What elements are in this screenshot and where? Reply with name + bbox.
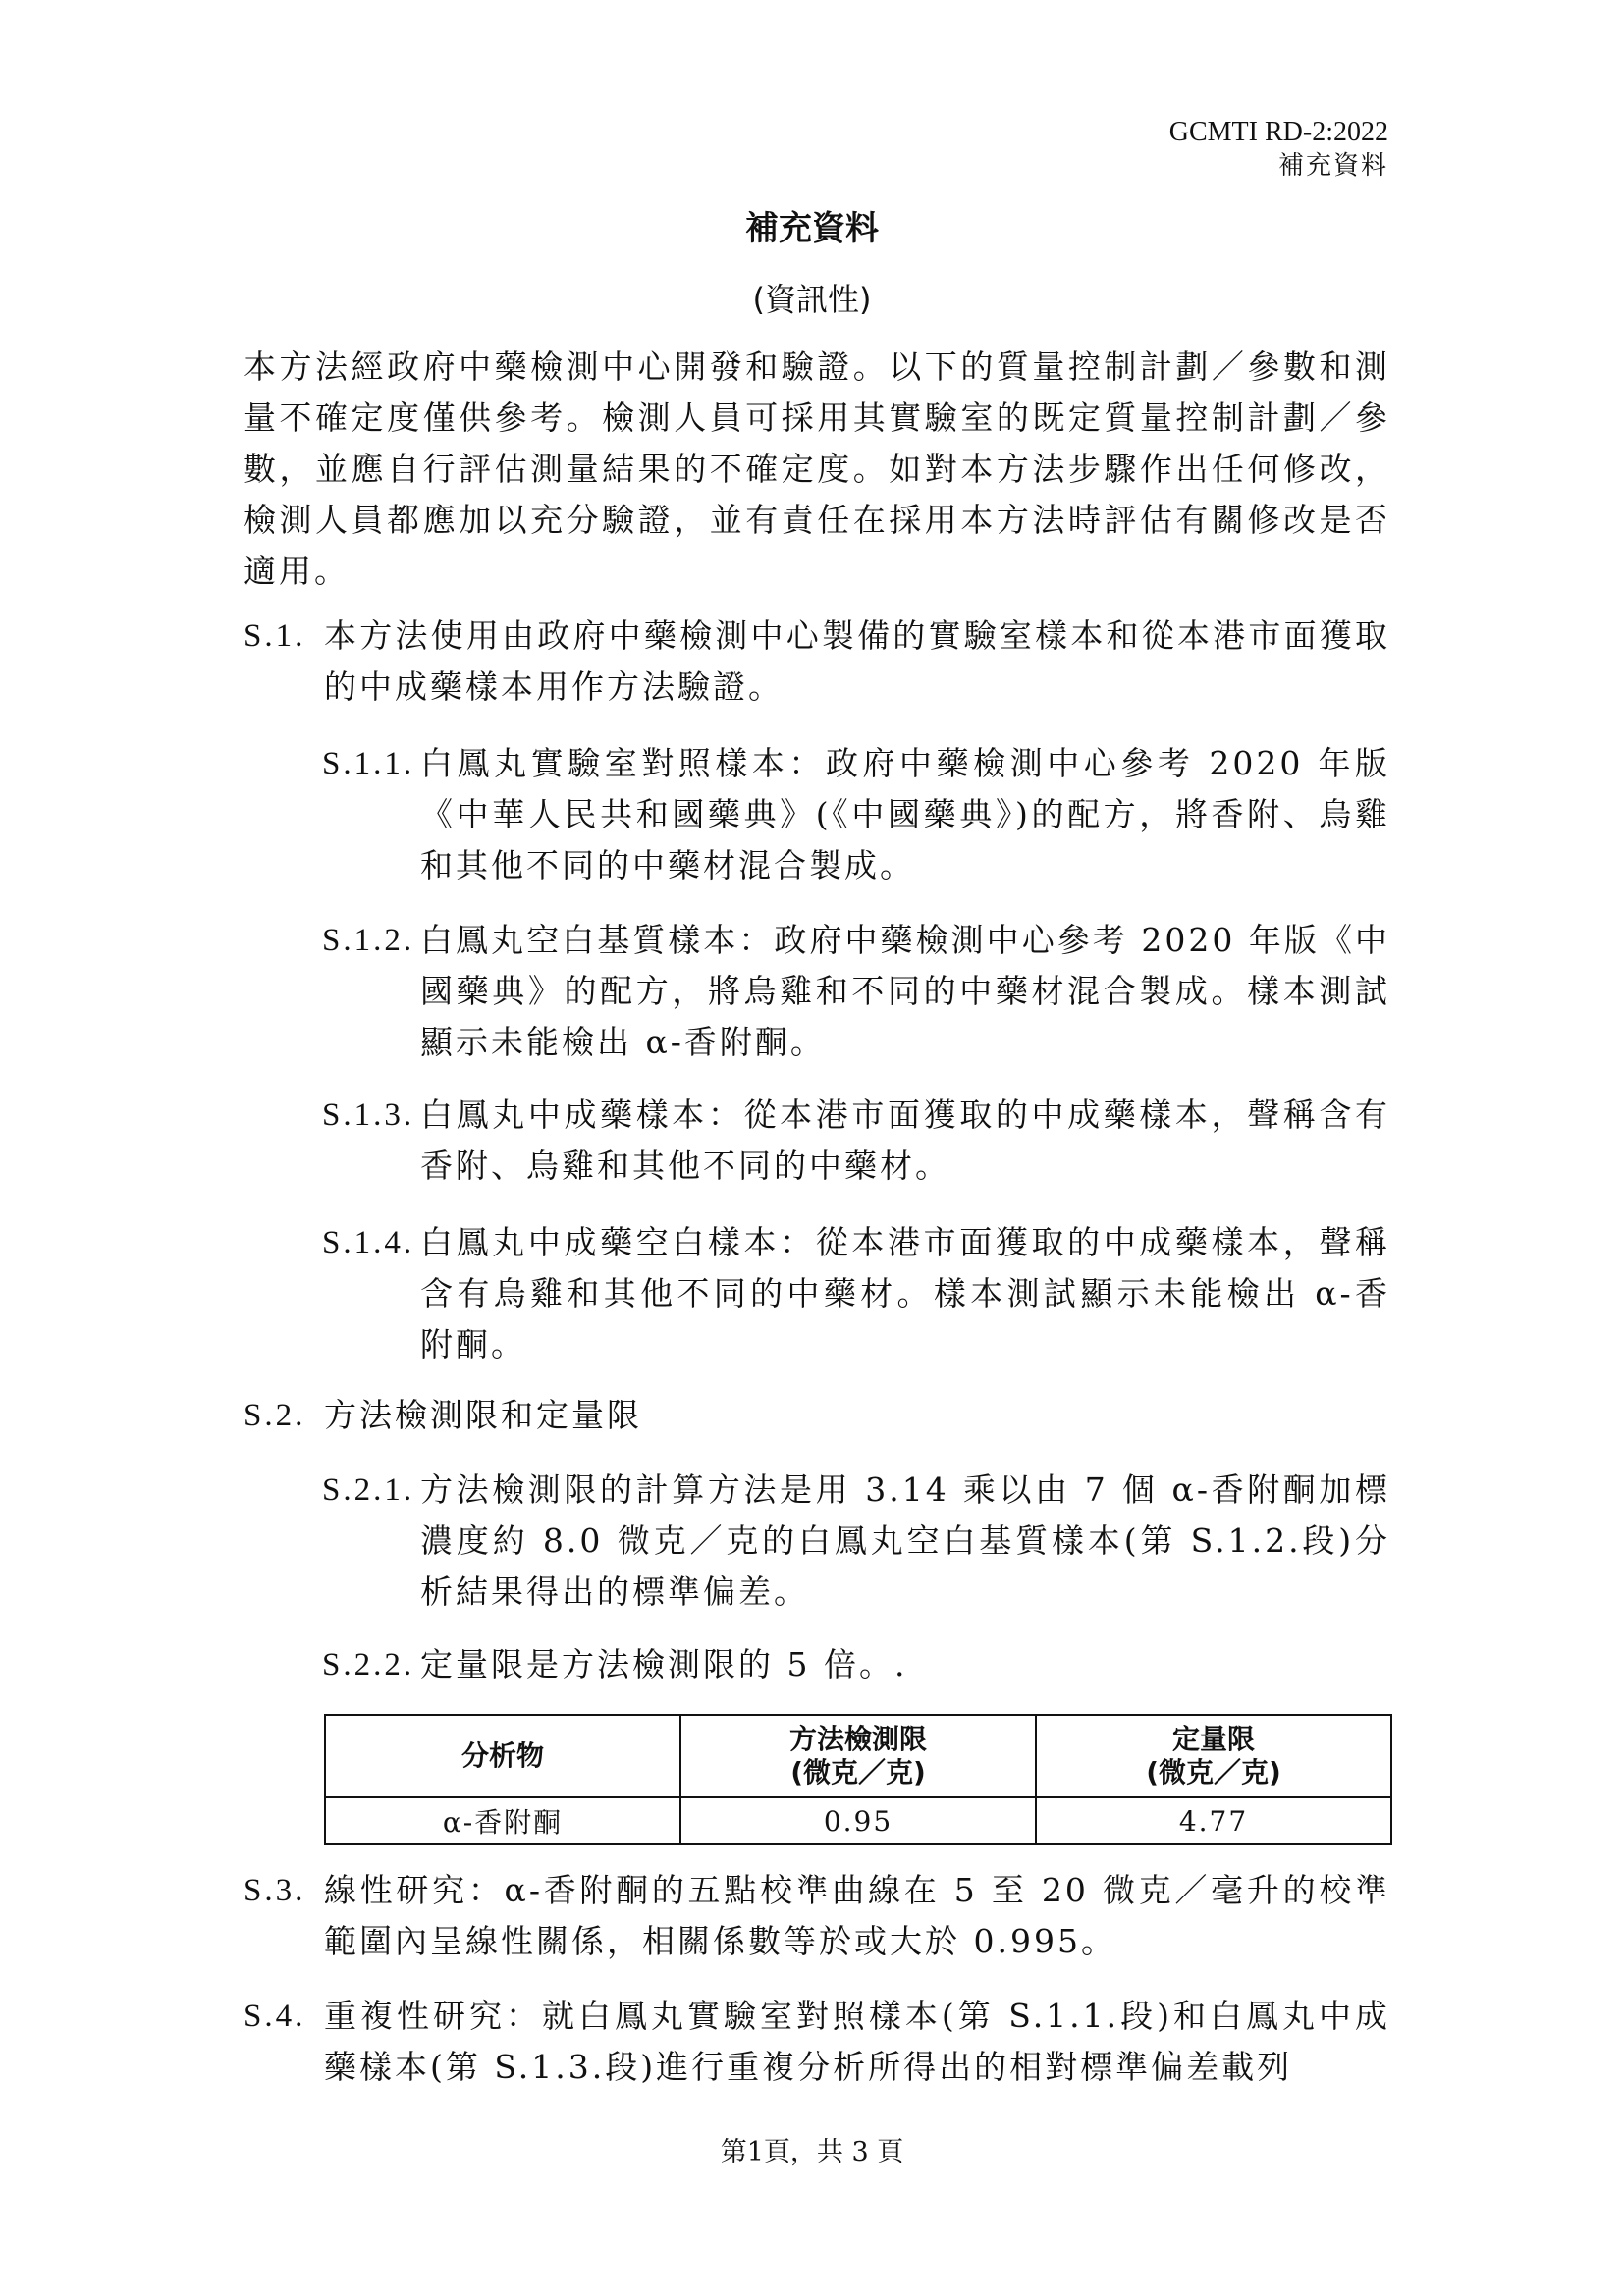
document-section-label: 補充資料 bbox=[1277, 151, 1388, 181]
intro-paragraph: 本方法經政府中藥檢測中心開發和驗證。以下的質量控制計劃／參數和測量不確定度僅供參考。檢測人員可採用其實驗室的既定質量控制計劃／參數，並應自行評估測量結果的不確定度。如對本方法步驟作出任何修改，檢測人員都應加以充分驗證，並有責任在採用本方法時評估有關修改是否適用。 bbox=[244, 347, 1390, 590]
cell-loq: 4.77 bbox=[1036, 1797, 1391, 1844]
column-header-loq: 定量限 (微克／克) bbox=[1036, 1715, 1391, 1797]
section-text: 重複性研究：就白鳳丸實驗室對照樣本(第 S.1.1.段)和白鳳丸中成藥樣本(第 S.1.3.段)進行重複分析所得出的相對標準偏差載列 bbox=[324, 1997, 1390, 2086]
section-number: S.3. bbox=[244, 1873, 306, 1908]
detection-limit-table bbox=[324, 1714, 1392, 1845]
section-number: S.1.4. bbox=[322, 1225, 415, 1260]
section-text: 線性研究：α-香附酮的五點校準曲線在 5 至 20 微克／毫升的校準範圍內呈線性關係，相關係數等於或大於 0.995。 bbox=[324, 1871, 1390, 1960]
section-number: S.4. bbox=[244, 1999, 306, 2034]
section-number: S.1.1. bbox=[322, 746, 415, 781]
section-number: S.1. bbox=[244, 618, 306, 654]
section-text: 本方法使用由政府中藥檢測中心製備的實驗室樣本和從本港市面獲取的中成藥樣本用作方法驗證。 bbox=[324, 616, 1390, 706]
section-text: 方法檢測限的計算方法是用 3.14 乘以由 7 個 α-香附酮加標濃度約 8.0 微克／克的白鳳丸空白基質樣本(第 S.1.2.段)分析結果得出的標準偏差。 bbox=[420, 1470, 1390, 1611]
cell-mdl: 0.95 bbox=[680, 1797, 1036, 1844]
table-header-row bbox=[325, 1715, 1391, 1797]
section-text: 方法檢測限和定量限 bbox=[324, 1396, 642, 1434]
section-number: S.1.2. bbox=[322, 923, 415, 958]
section-number: S.2.2. bbox=[322, 1647, 415, 1682]
section-text: 定量限是方法檢測限的 5 倍。. bbox=[420, 1645, 908, 1683]
section-number: S.1.3. bbox=[322, 1097, 415, 1133]
section-number: S.2.1. bbox=[322, 1472, 415, 1508]
page-title: 補充資料 bbox=[745, 209, 879, 248]
column-header-analyte: 分析物 bbox=[325, 1715, 680, 1797]
section-text: 白鳳丸空白基質樣本：政府中藥檢測中心參考 2020 年版《中國藥典》的配方，將烏雞和不同的中藥材混合製成。樣本測試顯示未能檢出 α-香附酮。 bbox=[420, 921, 1390, 1061]
cell-analyte: α-香附酮 bbox=[325, 1797, 680, 1844]
document-id: GCMTI RD-2:2022 bbox=[1168, 117, 1388, 147]
table-row bbox=[325, 1797, 1391, 1844]
section-text: 白鳳丸中成藥樣本：從本港市面獲取的中成藥樣本，聲稱含有香附、烏雞和其他不同的中藥材。 bbox=[420, 1095, 1390, 1185]
section-text: 白鳳丸實驗室對照樣本：政府中藥檢測中心參考 2020 年版《中華人民共和國藥典》(《中國藥典》)的配方，將香附、烏雞和其他不同的中藥材混合製成。 bbox=[420, 744, 1390, 884]
document-header bbox=[1169, 116, 1388, 183]
section-number: S.2. bbox=[244, 1398, 306, 1433]
page-footer: 第1頁，共 3 頁 bbox=[720, 2137, 904, 2167]
page-subtitle: (資訊性) bbox=[752, 281, 872, 318]
section-text: 白鳳丸中成藥空白樣本：從本港市面獲取的中成藥樣本，聲稱含有烏雞和其他不同的中藥材。樣本測試顯示未能檢出 α-香附酮。 bbox=[420, 1223, 1390, 1363]
column-header-mdl: 方法檢測限 (微克／克) bbox=[680, 1715, 1036, 1797]
